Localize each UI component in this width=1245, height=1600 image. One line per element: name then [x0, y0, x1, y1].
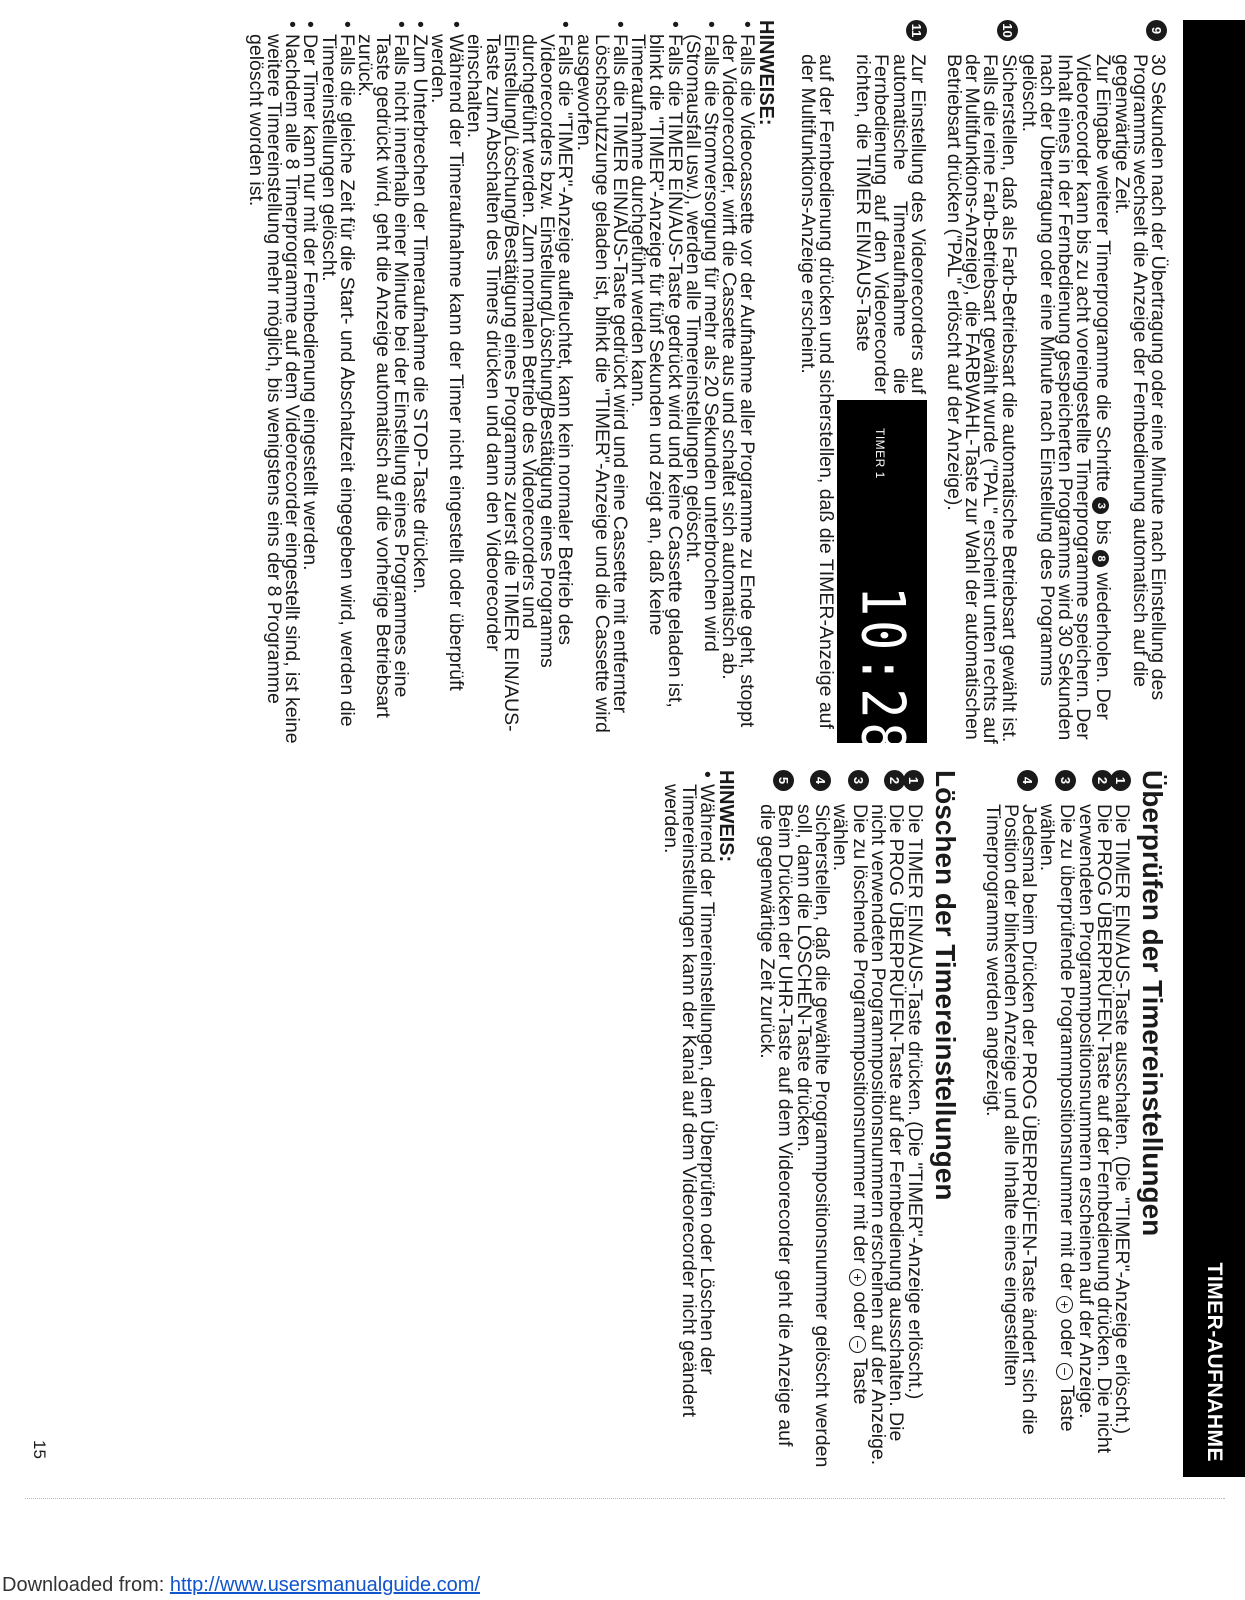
step-9 [1112, 20, 1167, 745]
step-text: Jedesmal beim Drücken der PROG ÜBERPRÜFEN-Taste ändert sich die Position der blinkenden Anzeige und alle Inhalte eines eingestellten Timerprogramms werden angezeigt. [981, 804, 1041, 1435]
step-text: bis [1092, 519, 1115, 545]
right-column [661, 770, 1167, 1476]
step-number-badge: 4 [1017, 770, 1038, 791]
step-text: Sicherstellen, daß die gewählte Programmpositionsnummer gelöscht werden soll, dann die LÖSCHEN-Taste drücken. [792, 804, 833, 1468]
note-item: • Falls nicht innerhalb einer Minute bei der Einstellung eines Programmes eine Taste gedrückt wird, geht die Anzeige automatisch auf die vorherige Betriebsart zurück. [356, 20, 411, 745]
step-text: oder [848, 1291, 871, 1331]
page-number: 15 [30, 1440, 49, 1459]
note-item: • Der Timer kann nur mit der Fernbedienung eingestellt werden. [301, 20, 319, 745]
step-text: Die TIMER EIN/AUS-Taste drücken. (Die "TIMER"-Anzeige erlöscht.) [903, 804, 926, 1400]
note-item: • Falls die "TIMER"-Anzeige aufleuchtet, kann kein normaler Betrieb des Videorecorders bzw. Einstellung/Löschung/Bestätigung eines Programms durchgeführt werden. Zum normalen Betrieb des Videorecorders und Einstellung/Löschung/Bestätigung eines Programms zuerst die TIMER EIN/AUS-Taste zum Abschalten des Timers drücken und dann den Videorecorder einschalten. [465, 20, 574, 745]
section-header-bar [1183, 20, 1245, 1477]
step-number-badge: 2 [1092, 770, 1113, 791]
step-number-badge: 1 [903, 770, 924, 791]
scan-artifact-dots [25, 1498, 1225, 1499]
note-item: • Falls die gleiche Zeit für die Start- und Abschaltzeit eingegeben wird, werden die Timereinstellungen gelöscht. [319, 20, 355, 745]
step-text: Zur Eingabe weiterer Timerprogramme die Schritte [1092, 54, 1115, 492]
note-item: • Zum Unterbrechen der Timeraufnahme die STOP-Taste drücken. [411, 20, 429, 745]
display-clock: 10:28 [847, 586, 918, 757]
check-step-2 [1074, 770, 1115, 1476]
step-text: oder [1056, 1318, 1079, 1358]
vcr-display-illustration [837, 400, 927, 757]
step-reference-badge: 3 [1092, 497, 1109, 514]
step-text: Taste wählen. [1036, 804, 1079, 1432]
step-text: Sicherstellen, daß als Farb-Betriebsart die automatische Betriebsart gewählt ist. Falls die reine Farb-Betriebsart gewählt wurde ("PAL" erscheint unten rechts auf der Multifunktions-Anzeige), die FARBWAHL-Taste zur Wahl der automatischen Betriebsart drücken ("PAL" erlöscht auf der Anzeige). [942, 54, 1020, 744]
step-text: wiederholen. Der Videorecorder kann bis zu acht voreingestellte Timerprogramme speichern. Der Inhalt eines in der Fernbedienung gespeicherten Programms wird 30 Sekunden nach der Übertragung oder eine Minute nach Einstellung des Programms gelöscht. [1017, 54, 1115, 741]
step-number-badge: 3 [1055, 770, 1076, 791]
step-number-badge: 1 [1110, 770, 1131, 791]
minus-key-icon: − [1056, 1363, 1073, 1380]
minus-key-icon: − [849, 1336, 866, 1353]
note-item: • Falls die Stromversorgung für mehr als 20 Sekunden unterbrochen wird (Stromausfall usw.), werden alle Timereinstellungen gelöscht. [684, 20, 720, 745]
delete-step-5 [756, 770, 797, 1476]
step-text: Die zu löschende Programmpositionsnummer mit der [848, 804, 871, 1264]
check-step-1 [1113, 770, 1131, 1476]
left-column [244, 20, 1169, 757]
delete-section-heading: Löschen der Timereinstellungen [929, 770, 961, 1201]
footer-prefix: Downloaded from: [2, 1574, 170, 1596]
step-text: Beim Drücken der UHR-Taste auf dem Videorecorder geht die Anzeige auf die gegenwärtige Zeit zurück. [756, 804, 797, 1447]
step-number-badge: 2 [884, 770, 905, 791]
check-step-4 [981, 770, 1041, 1476]
step-reference-badge: 8 [1092, 550, 1109, 567]
note-item: • Falls die TIMER EIN/AUS-Taste gedrückt wird und eine Cassette mit entfernter Löschschutzzunge geladen ist, blinkt die "TIMER"-Anzeige und die Cassette wird ausgeworfen. [574, 20, 629, 745]
delete-note: • Während der Timereinstellungen, dem Überprüfen oder Löschen der Timereinstellungen kann der Kanal auf dem Videorecorder nicht geändert werden. [661, 770, 716, 1476]
display-timer-label: TIMER 1 [872, 428, 887, 479]
step-number-badge: 9 [1146, 20, 1167, 41]
check-step-3 [1036, 770, 1079, 1476]
step-text: Taste wählen. [828, 804, 871, 1405]
plus-key-icon: + [1056, 1296, 1073, 1313]
notes-heading: HINWEISE: [755, 20, 778, 126]
delete-note-heading: HINWEIS: [714, 770, 737, 863]
step-11 [796, 20, 929, 757]
step-text: Die PROG ÜBERPRÜFEN-Taste auf der Fernbedienung ausschalten. Die nicht verwendeten Programmpositionsnummern erscheinen auf der Anzeige. [867, 804, 908, 1466]
step-number-badge: 11 [906, 20, 927, 41]
step-number-badge: 10 [997, 20, 1018, 41]
step-10 [942, 20, 1020, 745]
delete-step-2 [867, 770, 908, 1476]
plus-key-icon: + [849, 1269, 866, 1286]
download-footer [2, 1574, 480, 1596]
delete-step-3 [828, 770, 871, 1476]
step-number-badge: 5 [773, 770, 794, 791]
step-9-continued [1017, 20, 1115, 745]
note-item: • Während der Timeraufnahme kann der Timer nicht eingestellt oder überprüft werden. [429, 20, 465, 745]
step-text: Die PROG ÜBERPRÜFEN-Taste auf der Fernbedienung drücken. Die nicht verwendeten Programmpositionsnummern erscheinen auf der Anzeige. [1074, 804, 1115, 1454]
step-text: Die zu überprüfende Programmpositionsnummer mit der [1056, 804, 1079, 1291]
step-text: Zur Einstellung des Videorecorders auf automatische Timeraufnahme die Fernbedienung auf den Videorecorder richten, die TIMER EIN/AUS-Taste [852, 54, 929, 394]
delete-step-1 [903, 770, 926, 1476]
step-number-badge: 3 [848, 770, 869, 791]
step-text-continued: auf der Fernbedienung drücken und sicherstellen, daß die TIMER-Anzeige auf der Multifunktions-Anzeige erscheint. [796, 54, 837, 729]
step-number-badge: 4 [810, 770, 831, 791]
step-11-with-display [819, 20, 929, 757]
note-item: • Falls die Videocassette vor der Aufnahme aller Programme zu Ende geht, stoppt der Videorecorder, wirft die Cassette aus und schaltet sich automatisch ab. [720, 20, 756, 745]
check-section-heading: Überprüfen der Timereinstellungen [1137, 770, 1168, 1237]
step-text: 30 Sekunden nach der Übertragung oder eine Minute nach Einstellung des Programms wechselt die Anzeige der Fernbedienung automatisch auf die gegenwärtige Zeit. [1110, 54, 1169, 701]
notes-list [244, 20, 759, 745]
section-title: TIMER-AUFNAHME [1203, 1262, 1226, 1462]
note-item: • Nachdem alle 8 Timerprogramme auf dem Videorecorder eingestellt sind, ist keine weitere Timereinstellung mehr möglich, bis wenigstens eins der 8 Programme gelöscht worden ist. [247, 20, 302, 745]
step-text: Die TIMER EIN/AUS-Taste ausschalten. (Die "TIMER"-Anzeige erlöscht.) [1111, 804, 1133, 1435]
footer-link[interactable]: http://www.usersmanualguide.com/ [169, 1574, 481, 1596]
delete-step-4 [792, 770, 833, 1476]
note-item: • Falls die TIMER EIN/AUS-Taste gedrückt wird und keine Cassette geladen ist, blinkt die "TIMER"-Anzeige für fünf Sekunden und zeigt an, daß keine Timeraufnahme durchgeführt werden kann. [629, 20, 684, 745]
